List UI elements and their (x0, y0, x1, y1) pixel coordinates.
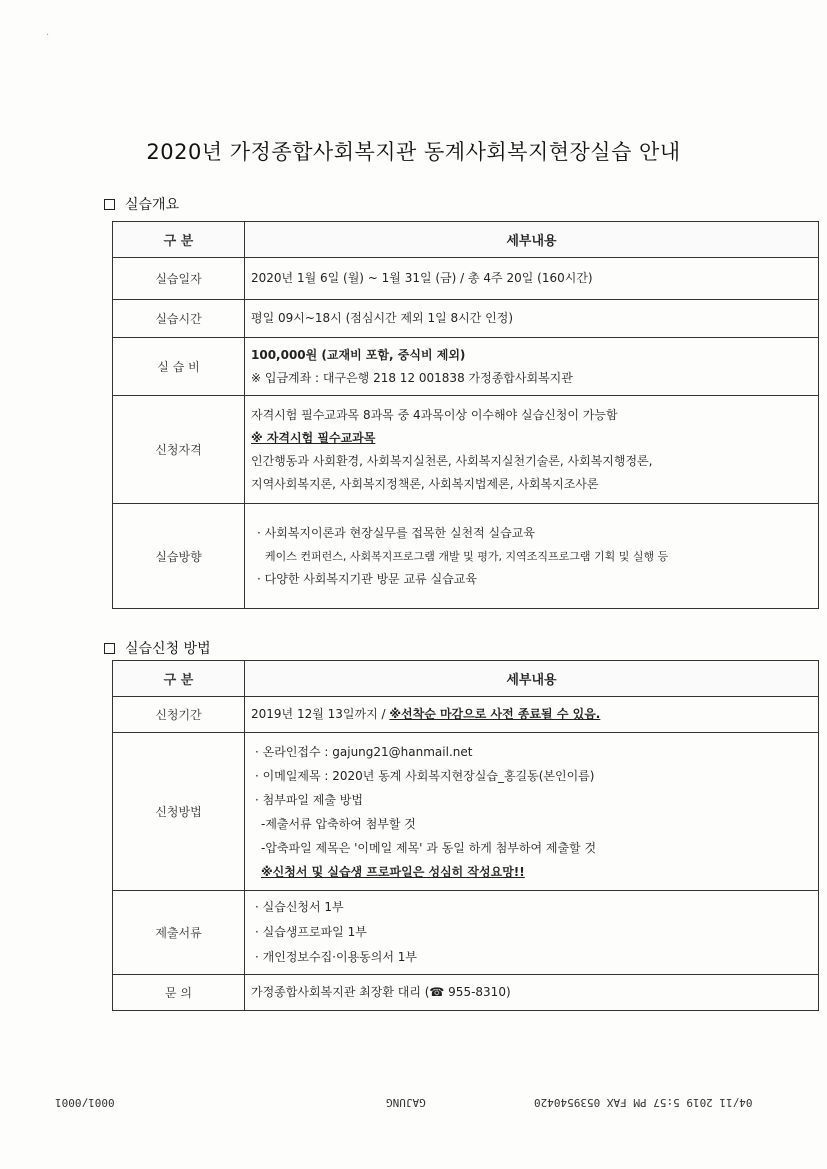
fax-header-page: 0001/0001 (55, 1096, 115, 1109)
text-line: · 개인정보수집·이용동의서 1부 (255, 950, 417, 964)
table-header-row (113, 661, 819, 697)
text-line: 인간행동과 사회환경, 사회복지실천론, 사회복지실천기술론, 사회복지행정론, (251, 453, 653, 468)
text-line: · 첨부파일 제출 방법 (255, 792, 363, 807)
text-line: · 실습신청서 1부 (255, 900, 344, 914)
row-content-hours (245, 300, 819, 338)
text-line: 100,000원 (교재비 포함, 중식비 제외) (251, 347, 466, 362)
row-label-eligibility: 신청자격 (113, 396, 245, 504)
row-label-direction: 실습방향 (113, 504, 245, 609)
section-overview-label: 실습개요 (125, 197, 180, 213)
text-line: 지역사회복지론, 사회복지정책론, 사회복지법제론, 사회복지조사론 (251, 476, 599, 491)
row-content-documents (245, 891, 819, 975)
row-content-period (245, 697, 819, 733)
section-application-label: 실습신청 방법 (125, 641, 211, 657)
row-label-fee: 실 습 비 (113, 338, 245, 396)
col-header-category: 구 분 (113, 661, 245, 697)
section-overview-heading (104, 194, 179, 214)
scan-speck: · (46, 30, 50, 41)
col-header-detail: 세부내용 (245, 222, 819, 258)
text-line: 자격시험 필수교과목 8과목 중 4과목이상 이수해야 실습신청이 가능함 (251, 407, 618, 422)
text-line: ※선착순 마감으로 사전 종료될 수 있음. (389, 707, 601, 721)
text-line: -제출서류 압축하여 첨부할 것 (261, 816, 416, 831)
table-row (113, 733, 819, 891)
section-application-heading (104, 638, 211, 658)
table-row (113, 891, 819, 975)
table-header-row (113, 222, 819, 258)
text-line: 2020년 1월 6일 (월) ~ 1월 31일 (금) / 총 4주 20일 (160시간) (251, 271, 593, 285)
text-line: -압축파일 제목은 '이메일 제목' 과 동일 하게 첨부하여 제출할 것 (261, 840, 597, 855)
row-content-method (245, 733, 819, 891)
row-content-fee (245, 338, 819, 396)
text-line: 평일 09시~18시 (점심시간 제외 1일 8시간 인정) (251, 311, 513, 325)
text-line: · 온라인접수 : gajung21@hanmail.net (255, 744, 473, 759)
table-row (113, 258, 819, 300)
text-line: ※ 입금계좌 : 대구은행 218 12 001838 가정종합사회복지관 (251, 370, 573, 385)
table-row (113, 300, 819, 338)
col-header-detail: 세부내용 (245, 661, 819, 697)
text-line: · 다양한 사회복지기관 방문 교류 실습교육 (257, 571, 477, 586)
row-content-dates (245, 258, 819, 300)
table-row (113, 697, 819, 733)
document-title: 2020년 가정종합사회복지관 동계사회복지현장실습 안내 (146, 140, 681, 164)
table-row (113, 396, 819, 504)
application-table (112, 660, 819, 1011)
row-label-documents: 제출서류 (113, 891, 245, 975)
text-line: ※ 자격시험 필수교과목 (251, 430, 376, 445)
checkbox-square-icon (104, 199, 115, 210)
text-line: 2019년 12월 13일까지 / (251, 707, 390, 721)
text-line: 가정종합사회복지관 최장환 대리 (☎ 955-8310) (251, 985, 511, 999)
table-row (113, 504, 819, 609)
fax-header-datetime: 04/11 2019 5:57 PM FAX 0539540420 (534, 1096, 753, 1109)
col-header-category: 구 분 (113, 222, 245, 258)
table-row (113, 338, 819, 396)
row-label-method: 신청방법 (113, 733, 245, 891)
overview-table (112, 221, 819, 609)
row-label-dates: 실습일자 (113, 258, 245, 300)
row-content-eligibility (245, 396, 819, 504)
text-line: 케이스 컨퍼런스, 사회복지프로그램 개발 및 평가, 지역조직프로그램 기획 및 실행 등 (265, 549, 669, 563)
row-label-hours: 실습시간 (113, 300, 245, 338)
text-line: ※신청서 및 실습생 프로파일은 성심히 작성요망!! (261, 864, 525, 879)
text-line: · 사회복지이론과 현장실무를 접목한 실천적 실습교육 (257, 525, 535, 540)
row-content-direction (245, 504, 819, 609)
text-line: · 실습생프로파일 1부 (255, 925, 367, 939)
text-line: · 이메일제목 : 2020년 동계 사회복지현장실습_홍길동(본인이름) (255, 768, 595, 783)
table-row (113, 975, 819, 1011)
checkbox-square-icon (104, 643, 115, 654)
row-label-contact: 문 의 (113, 975, 245, 1011)
fax-header-sender: GAJUNG (386, 1096, 426, 1109)
row-label-period: 신청기간 (113, 697, 245, 733)
row-content-contact (245, 975, 819, 1011)
